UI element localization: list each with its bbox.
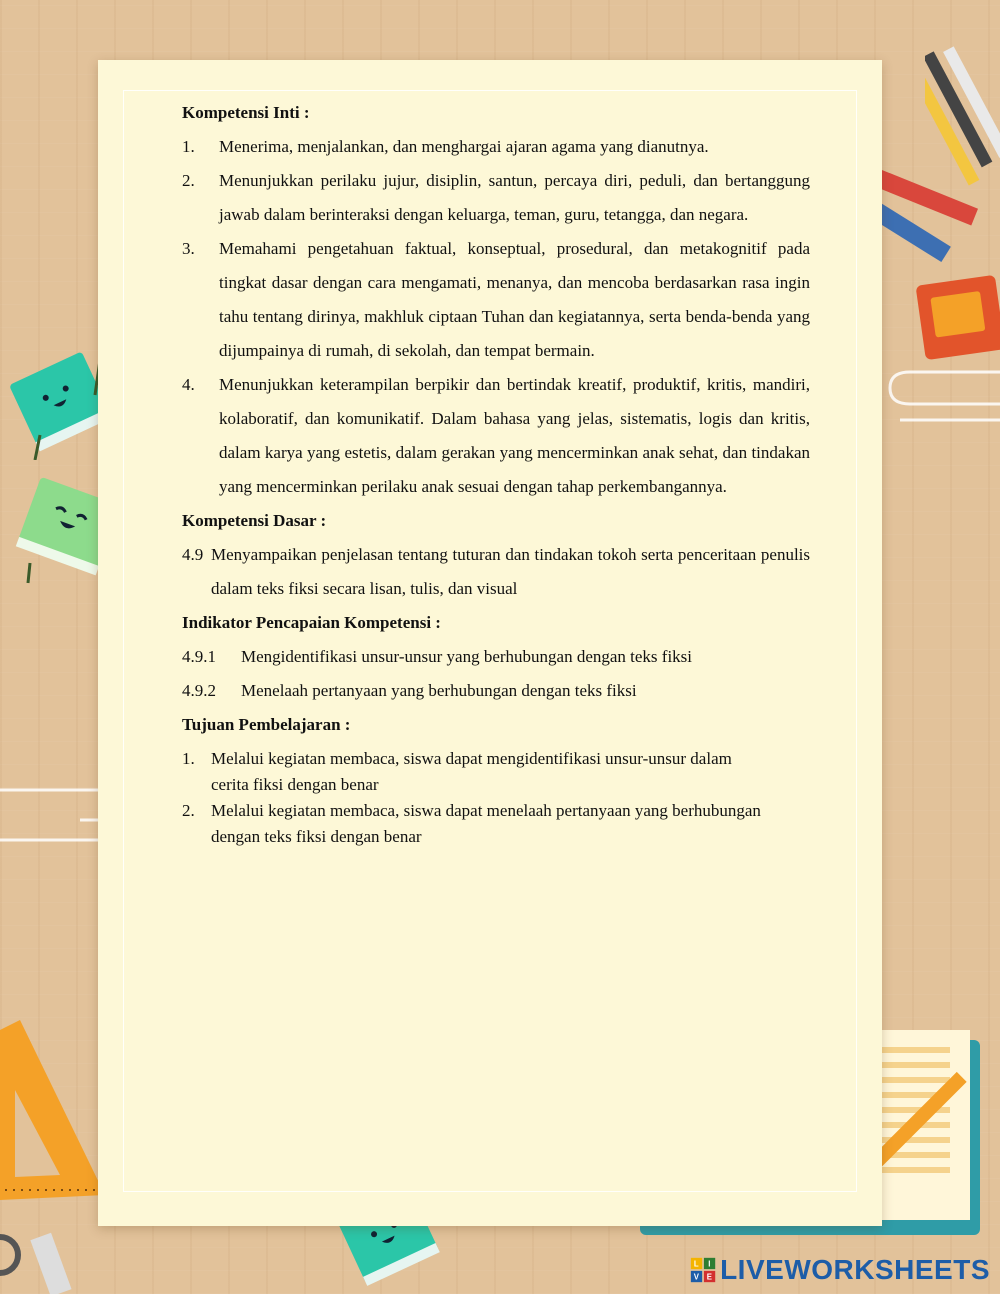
tp-item-text: Melalui kegiatan membaca, siswa dapat mengidentifikasi unsur-unsur dalam cerita fiksi dengan benar: [211, 749, 732, 794]
kd-item: [182, 538, 810, 606]
ki-item-text: Menunjukkan perilaku jujur, disiplin, santun, percaya diri, peduli, dan bertanggung jawab dalam berinteraksi dengan keluarga, teman, guru, tetangga, dan negara.: [219, 171, 810, 224]
kd-title: Kompetensi Dasar :: [182, 511, 327, 530]
liveworksheets-logo-icon: [690, 1255, 716, 1285]
tp-item: [182, 798, 810, 850]
ki-item-number: 2.: [182, 171, 195, 190]
ki-item: [182, 232, 810, 368]
ki-title: Kompetensi Inti :: [182, 103, 310, 122]
ipk-item: [182, 640, 810, 674]
logo-letter: E: [706, 1272, 713, 1282]
kd-item-text: Menyampaikan penjelasan tentang tuturan dan tindakan tokoh serta penceritaan penulis dalam teks fiksi secara lisan, tulis, dan visual: [211, 545, 810, 598]
ki-item: [182, 164, 810, 232]
tp-item-number: 1.: [182, 749, 195, 768]
ki-item-number: 1.: [182, 137, 195, 156]
scissors-icon: [0, 1215, 100, 1294]
logo-letter: L: [693, 1259, 700, 1269]
tp-item-number: 2.: [182, 801, 195, 820]
document-content: [182, 96, 810, 850]
ipk-item-number: 4.9.1: [182, 647, 216, 666]
ipk-item-number: 4.9.2: [182, 681, 216, 700]
tp-list: [182, 742, 810, 850]
ki-item: [182, 368, 810, 504]
cloud-lines-right-decoration: [870, 360, 1000, 440]
ipk-item-text: Menelaah pertanyaan yang berhubungan dengan teks fiksi: [241, 681, 637, 700]
sharpener-icon: [915, 270, 1000, 360]
ipk-item-text: Mengidentifikasi unsur-unsur yang berhubungan dengan teks fiksi: [241, 647, 693, 666]
ki-item: [182, 130, 810, 164]
ki-item-number: 3.: [182, 239, 195, 258]
liveworksheets-logo[interactable]: [690, 1252, 990, 1288]
ki-item-number: 4.: [182, 375, 195, 394]
liveworksheets-logo-text: LIVEWORKSHEETS: [720, 1254, 990, 1285]
tp-title: Tujuan Pembelajaran :: [182, 715, 351, 734]
triangle-ruler-icon: [0, 1010, 110, 1210]
logo-letter: V: [693, 1272, 700, 1282]
ki-item-text: Memahami pengetahuan faktual, konseptual, prosedural, dan metakognitif pada tingkat dasar dengan cara mengamati, menanya, dan mencoba berdasarkan rasa ingin tahu tentang dirinya, makhluk ciptaan Tuhan dan kegiatannya, serta benda-benda yang dijumpainya di rumah, di sekolah, dan tempat bermain.: [219, 239, 810, 360]
tp-item-text: Melalui kegiatan membaca, siswa dapat menelaah pertanyaan yang berhubungan dengan teks fiksi dengan benar: [211, 801, 761, 846]
ki-item-text: Menerima, menjalankan, dan menghargai ajaran agama yang dianutnya.: [219, 137, 709, 156]
ipk-item: [182, 674, 810, 708]
kd-item-number: 4.9: [182, 545, 204, 564]
ki-item-text: Menunjukkan keterampilan berpikir dan bertindak kreatif, produktif, kritis, mandiri, kolaboratif, dan komunikatif. Dalam bahasa yang jelas, sistematis, logis dan kritis, dalam karya yang estetis, dalam gerakan yang mencerminkan anak sehat, dan tindakan yang mencerminkan perilaku anak sesuai dengan tahap perkembangannya.: [219, 375, 810, 496]
logo-letter: I: [708, 1259, 711, 1269]
ipk-title: Indikator Pencapaian Kompetensi :: [182, 613, 441, 632]
tp-item: [182, 746, 810, 798]
